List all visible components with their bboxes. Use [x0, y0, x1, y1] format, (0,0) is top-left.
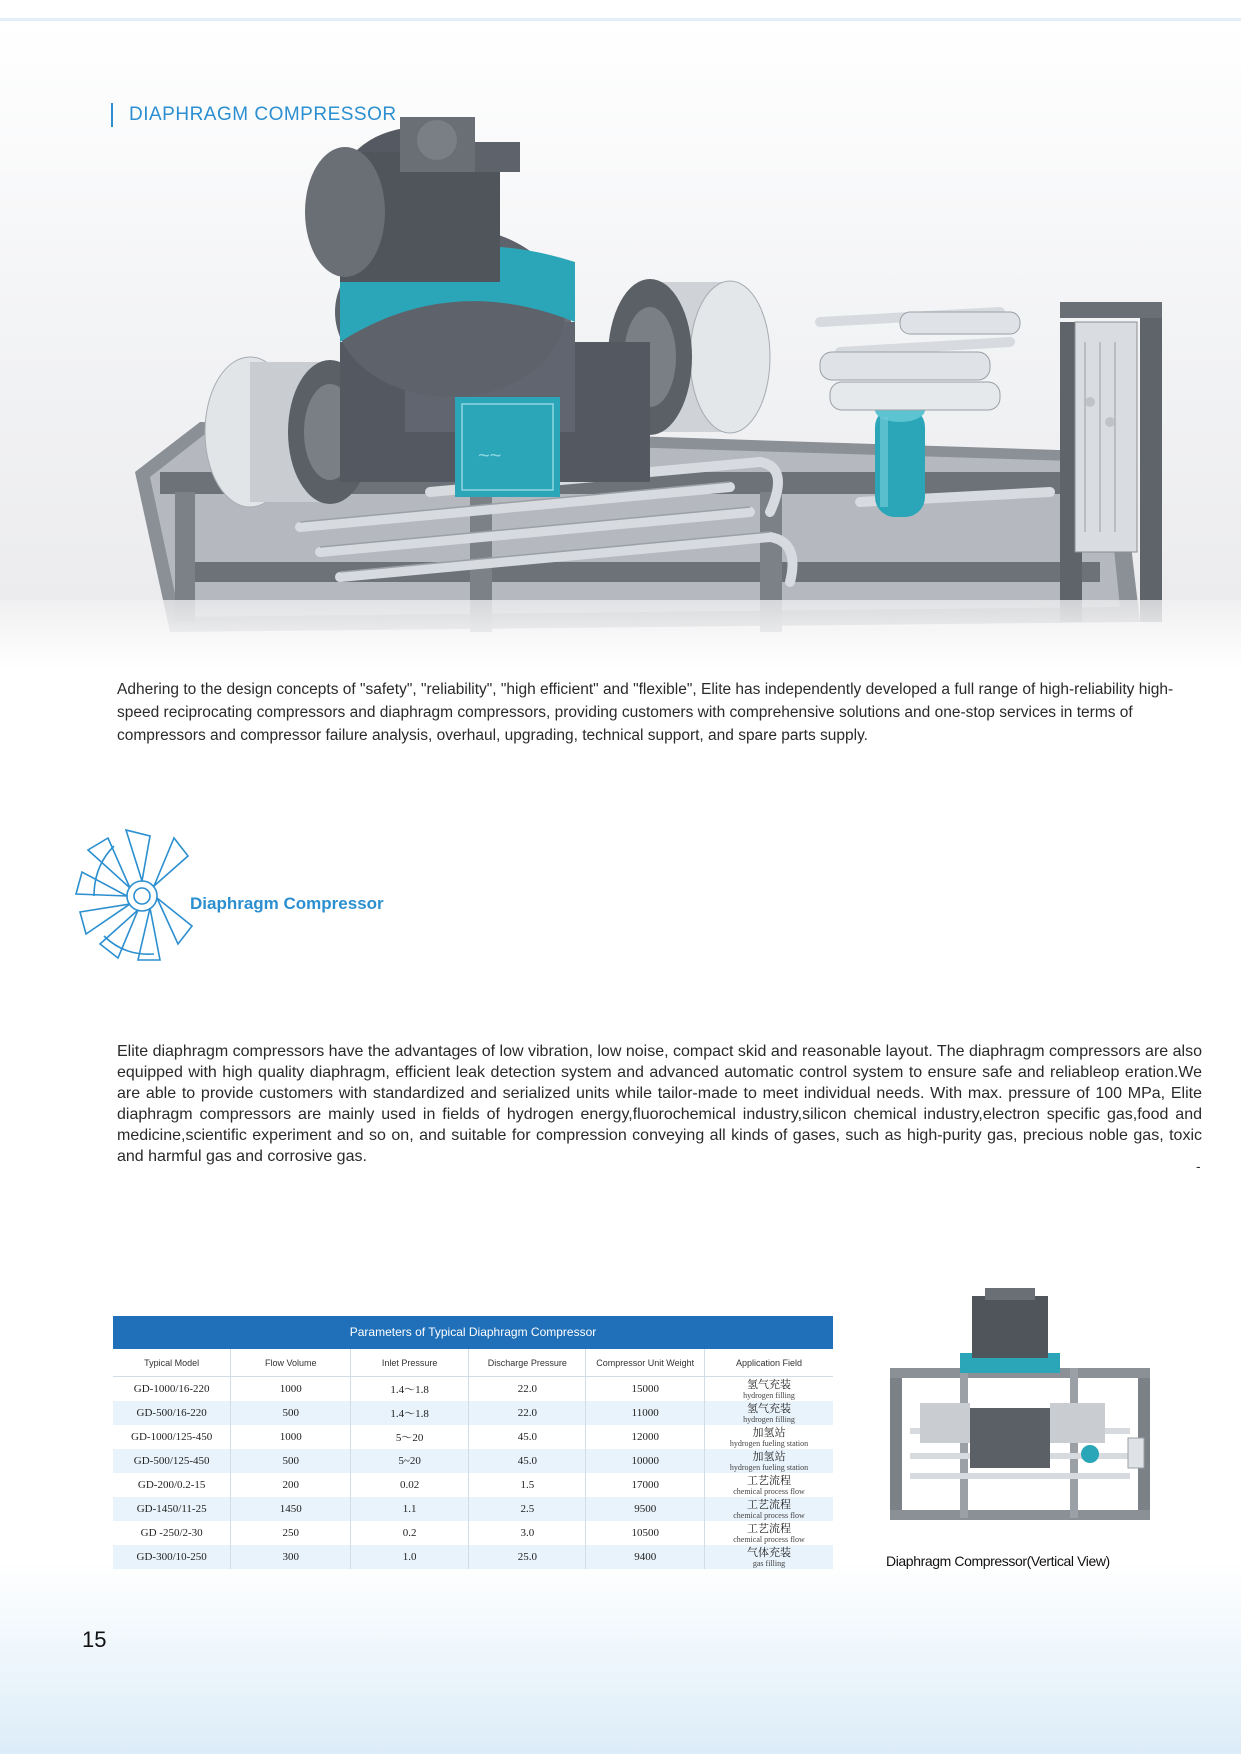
cell-discharge: 45.0 — [469, 1425, 586, 1449]
cell-model: GD-300/10-250 — [113, 1545, 231, 1569]
cell-application — [704, 1377, 833, 1402]
section-heading: DIAPHRAGM COMPRESSOR — [111, 103, 397, 127]
cell-model: GD-1000/125-450 — [113, 1425, 231, 1449]
cell-weight: 15000 — [586, 1377, 705, 1402]
table-row — [113, 1497, 833, 1521]
header-inlet-pressure: Inlet Pressure — [351, 1349, 469, 1377]
application-cn: 氢气充装 — [746, 1402, 791, 1415]
cell-application — [704, 1449, 833, 1473]
cell-model: GD-500/125-450 — [113, 1449, 231, 1473]
cell-inlet: 1.4～1.8 — [351, 1377, 469, 1402]
application-en: gas filling — [752, 1558, 786, 1568]
cell-inlet: 5～20 — [351, 1425, 469, 1449]
parameters-table — [113, 1316, 833, 1569]
cell-model: GD-1450/11-25 — [113, 1497, 231, 1521]
cell-flow: 1000 — [231, 1377, 351, 1402]
application-en: chemical process flow — [733, 1534, 805, 1544]
application-cn: 气体充装 — [746, 1546, 791, 1559]
cell-weight: 9400 — [586, 1545, 705, 1569]
cell-application — [704, 1473, 833, 1497]
cell-flow: 1450 — [231, 1497, 351, 1521]
cell-inlet: 1.4～1.8 — [351, 1401, 469, 1425]
cell-discharge: 3.0 — [469, 1521, 586, 1545]
turbine-logo-icon — [74, 826, 194, 966]
top-rule — [0, 18, 1241, 21]
table-header-row — [113, 1349, 833, 1377]
table-row — [113, 1545, 833, 1569]
application-cn: 工艺流程 — [746, 1522, 791, 1535]
header-unit-weight: Compressor Unit Weight — [586, 1349, 705, 1377]
cell-discharge: 22.0 — [469, 1377, 586, 1402]
cell-flow: 250 — [231, 1521, 351, 1545]
cell-application — [704, 1545, 833, 1569]
cell-flow: 500 — [231, 1401, 351, 1425]
hero-reflection-fade — [0, 600, 1241, 670]
cell-weight: 10500 — [586, 1521, 705, 1545]
header-application-field: Application Field — [704, 1349, 833, 1377]
application-cn: 加氢站 — [752, 1450, 786, 1463]
svg-text:~~: ~~ — [478, 445, 502, 467]
application-cn: 氢气充装 — [746, 1378, 791, 1391]
header-discharge-pressure: Discharge Pressure — [469, 1349, 586, 1377]
cell-discharge: 45.0 — [469, 1449, 586, 1473]
table-row — [113, 1473, 833, 1497]
application-cn: 加氢站 — [752, 1426, 786, 1439]
buffer-tank — [875, 398, 925, 517]
cell-inlet: 0.2 — [351, 1521, 469, 1545]
cell-inlet: 5~20 — [351, 1449, 469, 1473]
application-en: hydrogen filling — [743, 1390, 795, 1400]
application-en: chemical process flow — [733, 1486, 805, 1496]
table-title: Parameters of Typical Diaphragm Compressor — [113, 1316, 833, 1349]
cell-discharge: 1.5 — [469, 1473, 586, 1497]
cell-model: GD-200/0.2-15 — [113, 1473, 231, 1497]
cell-flow: 200 — [231, 1473, 351, 1497]
table-row — [113, 1425, 833, 1449]
table-row — [113, 1377, 833, 1402]
description-paragraph: Elite diaphragm compressors have the advantages of low vibration, low noise, compact skid and reasonable layout. The diaphragm compressors are also equipped with high quality diaphragm, efficient leak detection system and advanced automatic control system to ensure safe and reliableop eration.We are able to provide customers with standardized and serialized units while tailor-made to meet individual needs. With max. pressure of 100 MPa, Elite diaphragm compressors are mainly used in fields of hydrogen energy,fluorochemical industry,silicon chemical industry,electron specific gas,food and medicine,scientific experiment and so on, and suitable for compression conveying all kinds of gases, such as high-purity gas, precious noble gas, toxic and harmful gas and corrosive gas. — [117, 1043, 1202, 1165]
header-typical-model: Typical Model — [113, 1349, 231, 1377]
cell-application — [704, 1521, 833, 1545]
application-en: hydrogen fueling station — [729, 1438, 809, 1448]
vertical-view-caption: Diaphragm Compressor(Vertical View) — [886, 1553, 1110, 1569]
cell-model: GD-500/16-220 — [113, 1401, 231, 1425]
trailing-dash: - — [1196, 1158, 1201, 1174]
table-row — [113, 1401, 833, 1425]
cell-flow: 300 — [231, 1545, 351, 1569]
cell-weight: 17000 — [586, 1473, 705, 1497]
cell-inlet: 1.0 — [351, 1545, 469, 1569]
cell-flow: 500 — [231, 1449, 351, 1473]
application-en: hydrogen fueling station — [729, 1462, 809, 1472]
cell-discharge: 2.5 — [469, 1497, 586, 1521]
intro-paragraph: Adhering to the design concepts of "safety", "reliability", "high efficient" and "flexible", Elite has independently developed a full range of high-reliability high-speed reciprocating compressors and diaphragm compressors, providing customers with comprehensive solutions and one-stop services in terms of compressors and compressor failure analysis, overhaul, upgrading, technical support, and spare parts supply. — [117, 681, 1174, 744]
cell-application — [704, 1497, 833, 1521]
cell-discharge: 25.0 — [469, 1545, 586, 1569]
application-cn: 工艺流程 — [746, 1474, 791, 1487]
vertical-view-illustration — [890, 1288, 1155, 1533]
cell-flow: 1000 — [231, 1425, 351, 1449]
page-number: 15 — [82, 1627, 107, 1652]
control-panel — [1075, 322, 1137, 552]
cell-weight: 10000 — [586, 1449, 705, 1473]
sub-heading: Diaphragm Compressor — [190, 894, 384, 913]
cell-inlet: 1.1 — [351, 1497, 469, 1521]
header-flow-volume: Flow Volume — [231, 1349, 351, 1377]
cell-inlet: 0.02 — [351, 1473, 469, 1497]
application-en: chemical process flow — [733, 1510, 805, 1520]
application-cn: 工艺流程 — [746, 1498, 791, 1511]
application-en: hydrogen filling — [743, 1414, 795, 1424]
cell-model: GD -250/2-30 — [113, 1521, 231, 1545]
cell-model: GD-1000/16-220 — [113, 1377, 231, 1402]
cell-weight: 9500 — [586, 1497, 705, 1521]
cooler-bundle — [820, 312, 1020, 410]
table-row — [113, 1521, 833, 1545]
cell-weight: 12000 — [586, 1425, 705, 1449]
cell-application — [704, 1425, 833, 1449]
cell-weight: 11000 — [586, 1401, 705, 1425]
table-row — [113, 1449, 833, 1473]
cell-discharge: 22.0 — [469, 1401, 586, 1425]
cell-application — [704, 1401, 833, 1425]
